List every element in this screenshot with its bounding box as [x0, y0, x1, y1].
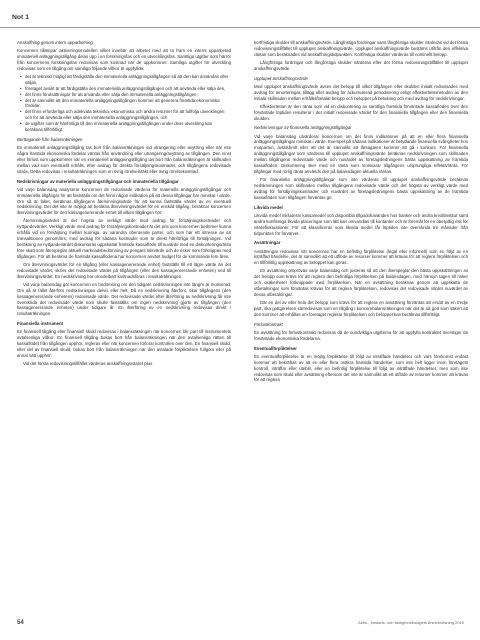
paragraph: En eventualförpliktelse är en möjlig förpliktelse till följd av inträffade händelser och vars förekomst endast kommer att bekräftas av att en eller flera osäkra framtida händelser, som inte helt ligger inom företagets kontroll, inträffar eller uteblir, eller en befintlig förpliktelse till följd av inträffade händelser, men som inte redovisas som skuld eller avsättning eftersom det inte är sannolikt att ett utflöde av resurser kommer att krävas för att reglera — [254, 353, 468, 383]
section-heading: Nedskrivningar av materiella anläggningstillgångar och immateriella tillgångar — [17, 178, 179, 184]
paragraph: Vid det första redovisningstillfället värderas anskaffningsvärdet plus — [23, 361, 153, 367]
section-title: Anskaffning genom intern upparbetning — [17, 40, 93, 45]
section-heading: Finansiella instrument — [17, 321, 64, 327]
paragraph: För finansiella anläggningstillgångar som inte värderas till upplupet anskaffningsvärde beräknas nedskrivningen som skillnaden mellan tillgångens redovisade värde och det högsta av verkligt värde med avdrag för försäljningskostnader och nuvärdet av företagsledningens bästa uppskattning av de framtida kassaflöden som tillgången förväntas ge. — [254, 177, 468, 200]
list-item: • det finns förutsättningar för att använda eller sälja den immateriella anläggningstillgången, — [22, 92, 231, 98]
section-title: Förlustkontrakt — [254, 321, 283, 327]
paragraph: Vid varje balansdag analyserar koncernen de redovisade värdena för materiella anläggningstillgångar och immateriella tillgångar för att fastställa om det finns någon indikation på att dessa tillgångar har minskat i värde. Om så är fallet, beräknas tillgångens återvinningsvärde för att kunna fastställa värdet av en eventuell nedskrivning. Det det inte är möjligt att beräkna återvinningsvärdet för en enskild tillgång, beräknar koncernen återvinningsvärdet för den kassagenererande enhet till vilken tillgången hör. — [17, 186, 231, 216]
right-column — [254, 40, 468, 386]
list-item: • det är tekniskt möjligt att färdigställa den immateriella anläggningstillgången så att den kan användas eller säljas, — [22, 74, 231, 86]
paragraph: Där en del av eller hela det belopp som krävs för att reglera en avsättning förväntas att ersatt av en tredje part, ska gottgörelsen särredovisas som en tillgång i koncernbalansräkningen när det är så gott som säkert att den kommer att erhållas om företaget reglerar förpliktelsen och beloppet kan beräknas tillförlitligt. — [254, 300, 468, 317]
note-header: Not 1 — [12, 14, 29, 21]
paragraph: Koncernen tillämpar aktiveringsmodellen vilket innebär att arbetet med att ta fram en internt upparbetad immateriell anläggningstillgång delas upp i en forskningsfas och en utvecklingsfas. Samtliga utgifter som härrör från koncernens forskningsfas redovisas som kostnad när de uppkommer. Samtliga utgifter för utveckling redovisas som en tillgång om samtliga följande villkor är uppfyllda: — [17, 48, 231, 71]
section-title: Borttagande från balansräkningen — [17, 136, 83, 142]
header-rule — [0, 27, 480, 28]
section-heading: Likvida medel — [254, 204, 283, 210]
list-item: • det finns erforderliga och adekvata tekniska, ekonomiska och andra resurser för att fullfölja utvecklingen och för att använda eller sälja den immateriella anläggningstillgången, och — [22, 109, 231, 121]
paragraph: Med upplupet anskaffningsvärde avses det belopp till vilket tillgången eller skulden initialt redovisades med avdrag för amorteringar, tillägg eller avdrag för ackumulerad periodisering enligt effektivräntemetoden av den initiala skillnaden mellan erhållet/betalat belopp och beloppet på betalning och med avdrag för nedskrivningar. — [254, 83, 468, 101]
paragraph: Vid varje balansdag utvärderar koncernen om det finns indikationer på att en eller flera finansiella anläggningstillgångar minskat i värde. Exempel på sådana indikationer är betydande finansiella svårigheter hos motparten, avtalsbrott eller att det är sannolikt att låntagaren kommer att gå i konkurs. För finansiella anläggningstillgångar som värderas till upplupet anskaffningsvärde beräknas nedskrivningen som skillnaden mellan tillgångens redovisade värde och nuvärdet av företagsledningens bästa uppskattning av framtida kassaflöden. Diskontering sker med en ränta som motsvarar tillgångens ursprungliga effektivränta. För tillgångar med rörlig ränta används den på balansdagen aktuella räntan. — [254, 133, 468, 174]
paragraph: En finansiell tillgång eller finansiell skuld redovisas i balansräkningen när koncernen blir part till instrumentets avtalsenliga villkor. En finansiell tillgång bokas bort från balansräkningen när den avtalsenliga rätten till kassaflödet från tillgången upphör, regleras eller när koncernen förlorar kontrollen över den. En finansiell skuld, eller del av finansiell skuld, bokas bort från balansräkningen när den avtalade förpliktelsen fullgörs eller på annat sätt upphör. — [17, 329, 231, 358]
paragraph: En immateriell anläggningstillgång tas bort från balansräkningen vid utrangering eller avyttring eller när inte några framtida ekonomiska fördelar väntas från användning eller utrangering/avyttring av tillgången. Den vinst eller förlust som uppkommer när en immateriell anläggningstillgång tas bort från balansräkningen är skillnaden mellan vad som eventuellt erhålls, efter avdrag för direkta försäljningskostnader, och tillgångens redovisade värde. Detta redovisas i resultaträkningen som en övrig rörelseintäkt eller övrig rörelsekostnad. — [17, 145, 231, 174]
paragraph: Återvinningsvärdet är det högsta av verkligt värde med avdrag för försäljningskostnader och nyttjandevärdet. Verkligt värde med avdrag för försäljningskostnader är det pris som koncernen bedömer kunna erhålla vid en försäljning mellan kunniga, av varandra oberoende parter, och som har ett intresse av att transaktionen genomförs, med avdrag för sådana kostnader som är direkt hänförliga till försäljningen. Vid beräkning av nyttjandevärdet diskonteras uppskattat framtida kassaflöde till nuvärde med en diskonteringsränta före skatt som återspeglar aktuell marknadsbedömning av pengars tidsvärde och de risker som förknippas med tillgången. För att beräkna de framtida kassaflödena har koncernen använt budget för de kommande fem åren. — [17, 218, 231, 259]
paragraph: kortfristiga skulder till anskaffningsvärde. Långfristiga fordringar samt långfristiga skulder värderas vid det första redovisningstillfället till upplupet anskaffningsvärde. Upplupet anskaffningsvärde bestäms utifrån den effektiva räntan som beräknades vid anskaffningstidpunkten. Kortfristiga skulder värderas till nominellt belopp. — [254, 40, 468, 57]
section-title: Nedskrivningar av finansiella anläggningstillgångar — [254, 125, 352, 131]
footer-caption: Aktie-, bostads- och fastighetsbolagets årsredovisning 2019 — [358, 620, 464, 625]
section-heading: Avsättningar — [254, 240, 281, 246]
list-item: • företaget avsikt är att färdigställa den immateriella anläggningstillgången och att använda eller sälja den, — [22, 86, 231, 92]
section-heading: Eventualförpliktelser — [254, 345, 297, 351]
paragraph: Om återvinningsvärdet för en tillgång (eller kassagenererande enhet) fastställs till ett lägre värde än det redovisade värdet, skrivs det redovisade värdet på tillgången (eller den kassagenererande enheten) ned till återvinningsvärdet. En nedskrivning har omedelbart kostnadsföras i resultaträkningen. — [17, 261, 231, 279]
left-column — [17, 40, 231, 369]
paragraph: Vid varje balansdag gör koncernen en bedömning om den tidigare nedskrivningen inte längre är motiverad. Om så är fallet återförs nedskrivningen delvis eller helt. Då en nedskrivning återförs, ökar tillgångens (den kassagenererande enhetens) redovisade värde. Det redovisade värdet efter återföring av nedskrivning får inte överskrida det redovisade värde som skulle fastställts om ingen nedskrivning gjorts av tillgången (den kassagenererande enheten) under tidigare år. En återföring av en nedskrivning redovisas direkt i resultaträkningen. — [17, 281, 231, 317]
paragraph: En avsättning omprövas varje balansdag och justeras så att den återspeglar den bästa uppskattningen av det belopp som krävs för att reglera den befintliga förpliktelsen på balansdagen, med hänsyn tagen till risker och osäkerheter förknippade med förpliktelsen. När en avsättning beräknas genom att uppskatta de utbetalningar som förväntas krävas för att reglera förpliktelsen, redovisas det redovisade värdet nuvärdet av dessa utbetalningar. — [254, 268, 468, 298]
paragraph: Långfristiga fordringar och långfristiga skulder värderas efter det första redovisningstillfället till upplupet anskaffningsvärde. — [254, 59, 468, 71]
paragraph: En avsättning för förlustkontrakt redovisas då de oundvikliga utgifterna för att uppfylla kontraktet överstiger de förväntade ekonomiska fördelarna. — [254, 329, 468, 341]
section-title: Upplupet anskaffningsvärde — [254, 75, 308, 81]
paragraph: Effektivräntan är den ränta som vid en diskontering av samtliga framtida förväntade kassaflöden över den förväntade löptiden resulterar i det initialt redovisade värdet för den finansiella tillgången eller den finansiella skulden. — [254, 103, 468, 121]
list-item: • det är sannolikt att den immateriella anläggningstillgången kommer att generera framtida ekonomiska fördelar, — [22, 98, 231, 110]
page-number: 54 — [17, 620, 24, 626]
list-item: • de utgifter som är hänförliga till den immateriella anläggningstillgången under dess utveckling kan beräknas tillförlitligt. — [22, 121, 231, 133]
paragraph: Avsättningar redovisas när koncernen har en befintlig förpliktelse (legal eller informell) som en följd av en inträffad händelse, det är sannolikt att ett utflöde av resurser kommer att krävas för att reglera förpliktelsen och en tillförlitlig uppskattning av beloppet kan göras. — [254, 248, 468, 266]
paragraph: Likvida medel inkluderar kassamedel och disponibla tillgodohavanden hos banker och andra kreditinstitut samt andra kortfristiga likvida placeringar som lätt kan omvandlas till kontanter och är föremål för en obetydlig risk för värdefluktuationer. För att klassificeras som likvida medel får löptiden inte överskrida tre månader från tidpunkten för förvärvet. — [254, 212, 468, 236]
bullet-list — [17, 74, 231, 133]
